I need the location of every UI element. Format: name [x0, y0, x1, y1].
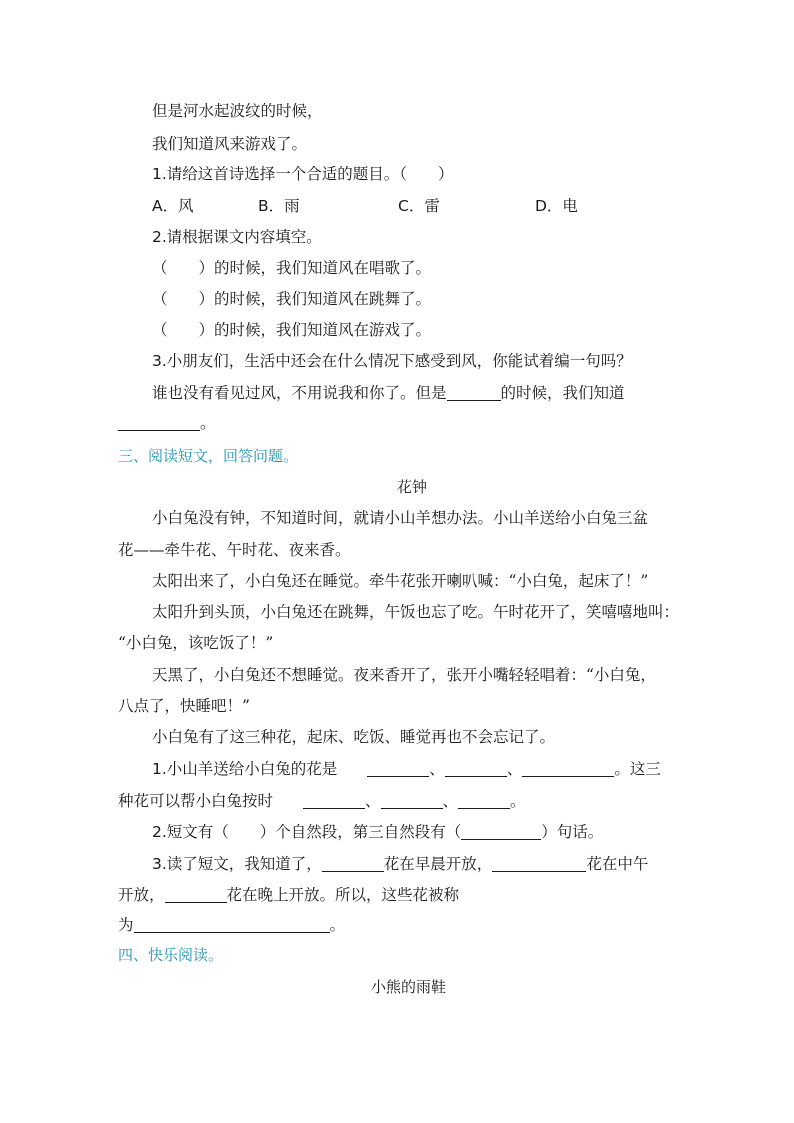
reading-question-3-cont	[118, 914, 345, 936]
reading-question-1-cont	[118, 790, 526, 812]
question-text: 1.小山羊送给小白兔的花是	[152, 760, 338, 778]
option-d: D．电	[535, 197, 578, 215]
passage-paragraph: 小白兔没有钟，不知道时间，就请小山羊想办法。小山羊送给小白兔三盆	[152, 509, 649, 527]
passage-paragraph: 八点了，快睡吧！”	[118, 697, 250, 715]
answer-blank[interactable]	[381, 790, 443, 809]
passage-title: 花钟	[397, 478, 428, 496]
answer-blank[interactable]	[322, 853, 384, 872]
question-text: ）句话。	[541, 823, 604, 841]
passage-paragraph: 花——牵牛花、午时花、夜来香。	[118, 541, 351, 559]
fill-line: （ ）的时候，我们知道风在跳舞了。	[152, 290, 432, 308]
answer-blank[interactable]	[492, 853, 586, 872]
answer-blank[interactable]	[458, 790, 510, 809]
option-c: C．雷	[398, 197, 440, 215]
poem-line: 但是河水起波纹的时候，	[152, 102, 323, 120]
answer-blank[interactable]	[134, 914, 330, 933]
option-b: B．雨	[258, 197, 300, 215]
separator: 、	[365, 792, 381, 810]
separator: 、	[442, 792, 459, 810]
compose-text: 的时候，我们知道	[500, 384, 625, 402]
compose-line	[118, 412, 216, 434]
passage-paragraph: “小白兔，该吃饭了！”	[118, 634, 274, 652]
question-2: 2.请根据课文内容填空。	[152, 228, 322, 246]
question-text: 种花可以帮小白兔按时	[118, 792, 274, 810]
answer-blank[interactable]	[445, 758, 507, 777]
fill-line: （ ）的时候，我们知道风在游戏了。	[152, 321, 432, 339]
option-a: A．风	[152, 197, 194, 215]
reading-question-1	[152, 758, 661, 780]
question-text: 花在中午	[586, 855, 649, 873]
question-text: 。这三	[614, 760, 661, 778]
passage-paragraph: 太阳出来了，小白兔还在睡觉。牵牛花张开喇叭喊：“小白兔，起床了！”	[152, 572, 649, 590]
passage-paragraph: 小白兔有了这三种花，起床、吃饭、睡觉再也不会忘记了。	[152, 728, 556, 746]
question-text: 2.短文有（ ）个自然段，第三自然段有（	[152, 823, 462, 841]
question-text: 。	[329, 916, 346, 934]
fill-line: （ ）的时候，我们知道风在唱歌了。	[152, 259, 432, 277]
passage-paragraph: 太阳升到头顶，小白兔还在跳舞，午饭也忘了吃。午时花开了，笑嘻嘻地叫：	[152, 603, 680, 621]
question-text: 为	[118, 916, 134, 934]
answer-blank[interactable]	[303, 790, 365, 809]
answer-blank[interactable]	[165, 884, 227, 903]
poem-line: 我们知道风来游戏了。	[152, 135, 308, 153]
question-text: 。	[510, 792, 526, 810]
reading-question-3-cont	[118, 884, 459, 906]
separator: 、	[429, 760, 445, 778]
question-3: 3.小朋友们，生活中还会在什么情况下感受到风，你能试着编一句吗？	[152, 352, 632, 370]
answer-blank[interactable]	[461, 821, 541, 840]
compose-line	[152, 382, 625, 404]
separator: 、	[506, 760, 523, 778]
question-1: 1.请给这首诗选择一个合适的题目。（ ）	[152, 165, 454, 183]
passage-paragraph: 天黑了，小白兔还不想睡觉。夜来香开了，张开小嘴轻轻唱着：“小白兔，	[152, 666, 656, 684]
passage-title: 小熊的雨鞋	[371, 978, 447, 996]
answer-blank[interactable]	[367, 758, 429, 777]
compose-text: 谁也没有看见过风，不用说我和你了。但是	[152, 384, 447, 402]
compose-text: 。	[200, 414, 216, 432]
reading-question-2	[152, 821, 603, 843]
answer-blank[interactable]	[118, 412, 200, 431]
question-text: 花在晚上开放。所以，这些花被称	[226, 886, 460, 904]
reading-question-3	[152, 853, 648, 875]
question-text: 3.读了短文，我知道了，	[152, 855, 322, 873]
question-text: 开放，	[118, 886, 165, 904]
answer-blank[interactable]	[522, 758, 614, 777]
question-text: 花在早晨开放，	[383, 855, 493, 873]
section-heading: 四、快乐阅读。	[118, 946, 224, 964]
section-heading: 三、阅读短文，回答问题。	[118, 447, 299, 465]
answer-blank[interactable]	[447, 382, 501, 401]
